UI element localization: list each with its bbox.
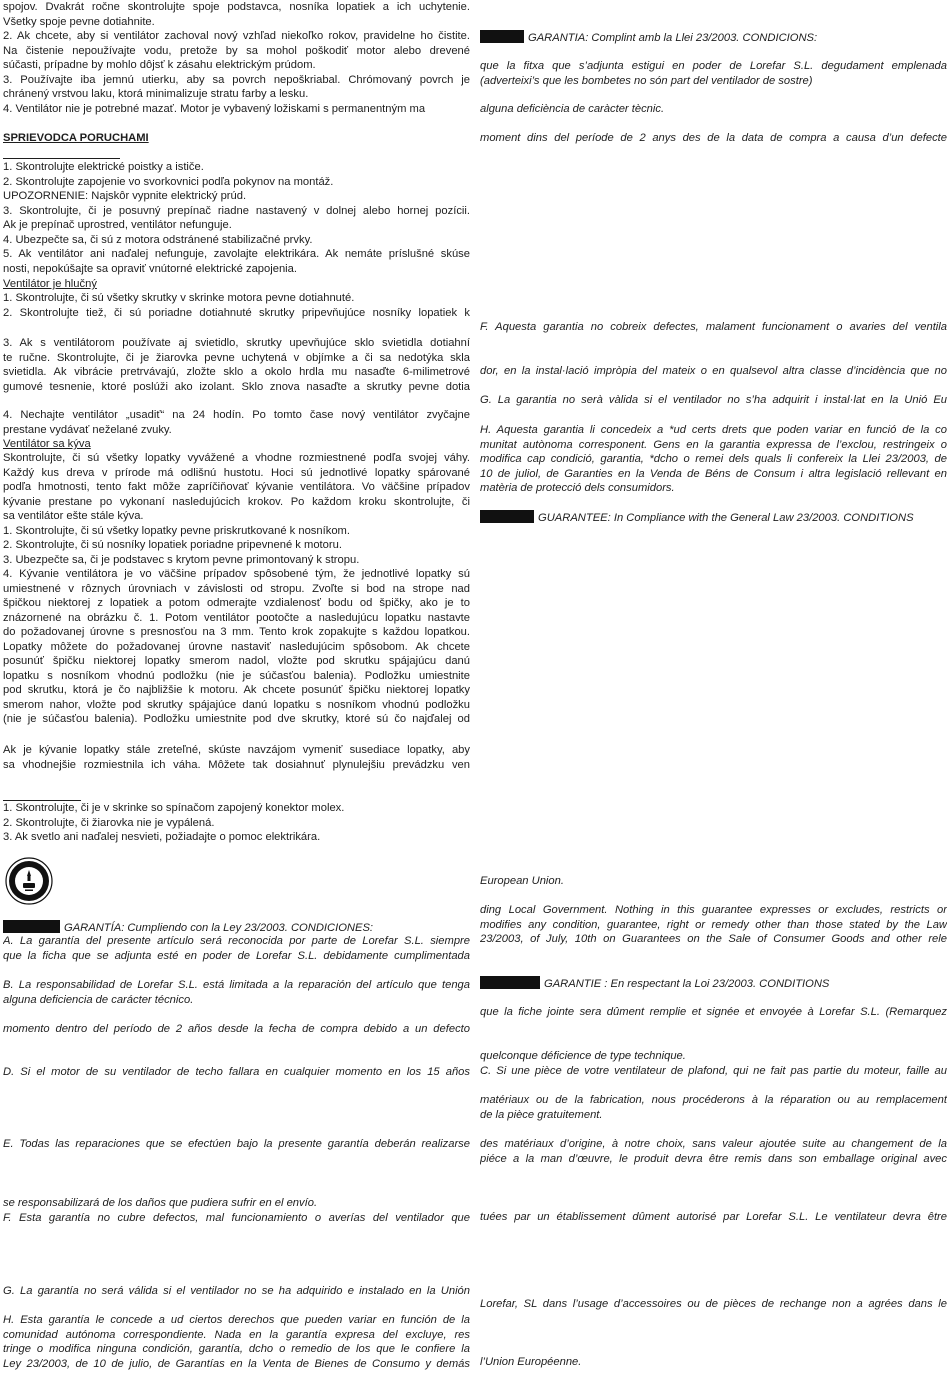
- text-line: D. Si el motor de su ventilador de techo fallara en cualquier momento en los 15 años: [3, 1066, 470, 1078]
- text-line: tuées par un établissement dûment autorisé par Lorefar S.L. Le ventilateur devra être: [480, 1211, 947, 1223]
- text-line: (nie je súčasťou balenia). Podložku umiestnite pod dve skrutky, ktoré sú čo najďalej od: [3, 713, 470, 725]
- text-line: que la fiche jointe sera dûment remplie et signée et envoyée à Lorefar S.L. (Remarquez: [480, 1006, 947, 1018]
- text-line: A. La garantía del presente artículo será reconocida por parte de Lorefar S.L. siempre: [3, 935, 470, 947]
- text-line: European Union.: [480, 875, 564, 887]
- redacted-block: [480, 510, 534, 523]
- text-line: G. La garantia no serà vàlida si el ventilador no s’ha adquirit i instal·lat en la Unió Eu: [480, 394, 947, 406]
- text-line: modifica cap condició, garantia, *dcho o remei dels quals li confereix la Llei 23/2003, de: [480, 453, 947, 465]
- text-line: 2. Skontrolujte, či sú nosníky lopatiek poriadne pripevnené k motoru.: [3, 539, 342, 551]
- wobble-heading: Ventilátor sa kýva: [3, 438, 91, 450]
- text-line: 1. Skontrolujte, či sú všetky skrutky v skrinke motora pevne dotiahnuté.: [3, 292, 355, 304]
- text-line: alguna deficiencia de carácter técnico.: [3, 993, 194, 1006]
- text-line: špičkou niektorej z lopatiek a potom odmerajte vzdialenosť bodu od špičky, ako je to: [3, 597, 470, 609]
- text-line: 3. Ak s ventilátorom používate aj svietidlo, skrutky upevňujúce sklo svietidla dotiahní: [3, 337, 470, 349]
- text-line: 3. Ubezpečte sa, či je podstavec s krytom pevne primontovaný k stropu.: [3, 553, 360, 566]
- es-guarantee-title: GARANTÍA: Cumpliendo con la Ley 23/2003. CONDICIONES:: [64, 922, 374, 934]
- certification-seal-icon: [5, 857, 53, 905]
- text-line: l’Union Européenne.: [480, 1356, 582, 1368]
- text-line: de la pièce gratuitement.: [480, 1108, 603, 1121]
- text-line: C. Si une pièce de votre ventilateur de plafond, qui ne fait pas partie du moteur, faille au: [480, 1064, 947, 1077]
- text-line: 23/2003, of July, 10th on Guarantees on the Sale of Consumer Goods and other rele: [480, 933, 947, 945]
- ca-guarantee-title: GARANTIA: Complint amb la Llei 23/2003. CONDICIONS:: [528, 32, 818, 44]
- text-line: 10 de juliol, de Garanties en la Venda de Béns de Consum i altra legislació rellevant en: [480, 467, 947, 480]
- text-line: UPOZORNENIE: Najskôr vypnite elektrický prúd.: [3, 190, 247, 202]
- fr-g-block: [480, 1355, 947, 1370]
- text-line: do požadovanej úrovne s presnosťou na 3 mm. Tento krok zopakujte s každou lopatkou.: [3, 626, 470, 638]
- text-line: 4. Nechajte ventilátor „usadiť“ na 24 hodín. Po tomto čase nový ventilátor zvyčajne: [3, 409, 470, 421]
- text-line: nosti, nepokúšajte sa opraviť vnútorné elektrické zapojenia.: [3, 262, 297, 275]
- text-line: momento dentro del período de 2 años desde la fecha de compra debido a un defecto: [3, 1023, 470, 1035]
- text-line: Lorefar, SL dans l’usage d’accessoires ou de pièces de rechange non a agrées dans le: [480, 1298, 947, 1310]
- text-line: munitat autònoma corresponent. Gens en la garantia expressa de l’exclou, restringeix o: [480, 438, 947, 451]
- ca-b-block: [480, 102, 947, 117]
- es-d-block: [3, 1065, 470, 1080]
- ca-guarantee-title-row: [480, 30, 947, 46]
- text-line: 1. Skontrolujte elektrické poistky a ističe.: [3, 161, 204, 173]
- text-line: matériaux ou de la fabrication, nous procéderons à la réparation ou au remplacement: [480, 1094, 947, 1106]
- ca-g-block: [480, 393, 947, 408]
- redacted-block: [480, 976, 540, 989]
- text-line: F. Esta garantía no cubre defectos, mal funcionamiento o averías del ventilador que: [3, 1211, 470, 1224]
- text-line: 2. Skontrolujte zapojenie vo svorkovnici podľa pokynov na montáž.: [3, 175, 334, 188]
- sk-swap-block: [3, 743, 470, 772]
- es-f-block: [3, 1196, 470, 1225]
- fr-c-block: [480, 1093, 947, 1122]
- sk-wobble-block: [3, 451, 470, 727]
- left-column: [3, 0, 470, 1379]
- text-line: 5. Ak ventilátor ani naďalej nefunguje, zavolajte elektrikára. Ak nemáte príslušné skúse: [3, 248, 470, 260]
- text-line: kývanie prestane po vykonaní nasledujúcich krokov. Po každom kroku skontrolujte, či: [3, 495, 470, 508]
- ca-f-block: [480, 320, 947, 335]
- sk-not-working-block: [3, 160, 470, 276]
- text-line: F. Aquesta garantia no cobreix defectes, malament funcionament o avaries del ventila: [480, 321, 947, 333]
- text-line: 1. Skontrolujte, či je v skrinke so spínačom zapojený konektor molex.: [3, 802, 345, 814]
- es-a-block: [3, 934, 470, 963]
- text-line: H. Aquesta garantia li concedeix a *ud certs drets que poden variar en funció de la co: [480, 424, 947, 436]
- text-line: 2. Ak chcete, aby si ventilátor zachoval nový vzhľad niekoľko rokov, pravidelne ho čistite.: [3, 30, 470, 42]
- text-line: des matériaux d’origine, à notre choix, sans valeur ajoutée suite au changement de la: [480, 1138, 947, 1150]
- fr-f-block: [480, 1297, 947, 1312]
- text-line: Na čistenie nepoužívajte vodu, pretože by sa mohol poškodiť motor alebo drevené: [3, 44, 470, 57]
- sk-light-block: [3, 336, 470, 394]
- text-line: 3. Používajte iba jemnú utierku, aby sa povrch nepoškriabal. Chrómovaný povrch je: [3, 73, 470, 86]
- text-line: se responsabilizará de los daños que pudiera sufrir en el envío.: [3, 1197, 318, 1209]
- en-g-block: [480, 874, 947, 889]
- text-line: quelconque déficience de type technique.: [480, 1050, 686, 1062]
- en-guarantee-title: GUARANTEE: In Compliance with the General Law 23/2003. CONDITIONS: [538, 512, 914, 524]
- fr-d-block: [480, 1137, 947, 1166]
- text-line: Ley 23/2003, de 10 de julio, de Garantías en la Venta de Bienes de Consumo y demás: [3, 1357, 470, 1370]
- es-b-block: [3, 978, 470, 1007]
- text-line: prestane vydávať neželané zvuky.: [3, 423, 172, 436]
- text-line: G. La garantía no será válida si el ventilador no se ha adquirido e instalado en la Unión: [3, 1285, 470, 1297]
- text-line: que la ficha que se adjunta esté en poder de Lorefar S.L. debidamente cumplimentada: [3, 949, 470, 962]
- text-line: ding Local Government. Nothing in this guarantee expresses or excludes, restricts or: [480, 904, 947, 916]
- rule-1: [3, 158, 120, 159]
- ca-f2-block: [480, 364, 947, 379]
- es-e-block: [3, 1137, 470, 1152]
- text-line: piéce a la man d’œuvre, le produit devra être remis dans son emballage original avec: [480, 1152, 947, 1165]
- text-line: 2. Skontrolujte, či žiarovka nie je vypálená.: [3, 816, 215, 829]
- sk-maintenance-block: [3, 0, 470, 116]
- fr-guarantee-title: GARANTIE : En respectant la Loi 23/2003. CONDITIONS: [544, 978, 830, 990]
- text-line: te ručne. Skontrolujte, či je žiarovka pevne uchytená v objímke a či sa nedotýka skla: [3, 351, 470, 364]
- redacted-block: [480, 30, 524, 43]
- es-g-block: [3, 1284, 470, 1299]
- text-line: 3. Skontrolujte, či je posuvný prepínač riadne nastavený v dolnej alebo hornej pozícii.: [3, 204, 470, 217]
- text-line: umiestnené v rôznych úrovniach v závislosti od stropu. Zvoľte si bod na strope nad: [3, 582, 470, 595]
- ca-a-block: [480, 59, 947, 88]
- text-line: (adverteixi’s que les bombetes no són part del ventilador de sostre): [480, 74, 813, 87]
- fr-e-block: [480, 1210, 947, 1225]
- text-line: E. Todas las reparaciones que se efectúen bajo la presente garantía deberán realizarse: [3, 1138, 470, 1150]
- redacted-block: [3, 920, 60, 933]
- text-line: que la fitxa que s’adjunta estigui en poder de Lorefar S.L. degudament emplenada: [480, 60, 947, 72]
- sk-settle-block: [3, 408, 470, 437]
- text-line: súčasti, prípadne by mohlo dôjsť k zásahu elektrickým prúdom.: [3, 59, 316, 71]
- text-line: 1. Skontrolujte, či sú všetky lopatky pevne priskrutkované k nosníkom.: [3, 524, 350, 537]
- text-line: Lopatky môžete do požadovanej úrovne nastaviť nasledujúcim spôsobom. Ak chcete: [3, 640, 470, 653]
- en-guarantee-title-row: [480, 510, 947, 526]
- fr-guarantee-title-row: [480, 976, 947, 992]
- text-line: Ak je prepínač uprostred, ventilátor nefunguje.: [3, 219, 232, 231]
- sk-light-fail-block: [3, 801, 470, 845]
- text-line: Všetky spoje pevne dotiahnite.: [3, 15, 155, 28]
- text-line: lopatku s nosníkom vhodnú podložku (nie je súčasťou balenia). Podložku umiestnite: [3, 669, 470, 682]
- right-column: [480, 0, 947, 1379]
- text-line: moment dins del període de 2 anys des de la data de compra a causa d’un defecte: [480, 132, 947, 144]
- fr-a-block: [480, 1005, 947, 1020]
- noisy-heading: Ventilátor je hlučný: [3, 278, 97, 290]
- text-line: chránený vrstvou laku, ktorá minimalizuje stratu farby a lesku.: [3, 88, 309, 100]
- text-line: 3. Ak svetlo ani naďalej nesvieti, požiadajte o pomoc elektrikára.: [3, 831, 321, 843]
- es-h-block: [3, 1313, 470, 1371]
- text-line: modifies any condition, guarantee, right or remedy other than those stated by the Law: [480, 918, 947, 931]
- text-line: znázornené na obrázku č. 1. Potom ventilátor pootočte a nasledujúcu lopatku nastavte: [3, 611, 470, 624]
- text-line: 4. Kývanie ventilátora je vo väčšine prípadov spôsobené tým, že jednotlivé lopatky sú: [3, 568, 470, 580]
- es-c-block: [3, 1022, 470, 1037]
- text-line: pod skrutku, ktorá je čo najbližšie k motoru. Ak chcete posunúť špičku niektorej lopatky: [3, 684, 470, 696]
- ca-h-block: [480, 423, 947, 496]
- text-line: Každý kus dreva v prírode má odlišnú hustotu. Hoci sú jednotlivé lopatky spárované: [3, 466, 470, 479]
- text-line: sa vhodnejšie rozmiestnila ich váha. Môžete tak dosiahnuť plynulejšiu prevádzku ven: [3, 758, 470, 771]
- troubleshooting-heading: SPRIEVODCA PORUCHAMI: [3, 132, 149, 144]
- text-line: alguna deficiència de caràcter tècnic.: [480, 103, 665, 115]
- ca-c-block: [480, 131, 947, 146]
- en-h-block: [480, 903, 947, 947]
- text-line: 2. Skontrolujte tiež, či sú poriadne dotiahnuté skrutky pripevňujúce nosníky lopatiek k: [3, 306, 470, 319]
- text-line: H. Esta garantía le concede a ud ciertos derechos que pueden variar en función de la: [3, 1314, 470, 1326]
- text-line: Ak je kývanie lopatky stále zreteľné, skúste navzájom vymeniť susediace lopatky, aby: [3, 744, 470, 756]
- text-line: 4. Ventilátor nie je potrebné mazať. Motor je vybavený ložiskami s permanentným ma: [3, 102, 426, 115]
- text-line: dor, en la instal·lació impròpia del mateix o en qualsevol altra classe d’incidència que no: [480, 365, 947, 377]
- text-line: sa ventilátor ešte stále kýva.: [3, 510, 144, 522]
- text-line: smerom nahor, vložte pod skrutky spájajúce danú lopatku s nosníkom vhodnú podložku: [3, 698, 470, 711]
- text-line: posunúť špičku niektorej lopatky smerom nadol, vložte pod skrutku spájajúcu danú: [3, 655, 470, 667]
- sk-noisy-block: [3, 291, 470, 320]
- text-line: svietidla. Ak vibrácie pretrvávajú, zložte sklo a okolo hrdla mu nasaďte 6-milimetrové: [3, 366, 470, 378]
- text-line: matèria de protecció dels consumidors.: [480, 482, 675, 494]
- text-line: gumové tesnenie, ktoré poslúži ako izolant. Sklo znova nasaďte a skrutky pevne dotia: [3, 380, 470, 393]
- text-line: podľa hmotnosti, tento fakt môže zapríčiňovať kývanie ventilátora. Vo väčšine prípadov: [3, 481, 470, 493]
- fr-b-block: [480, 1049, 947, 1078]
- text-line: 4. Ubezpečte sa, či sú z motora odstránené stabilizačné prvky.: [3, 233, 313, 246]
- text-line: Skontrolujte, či sú všetky lopatky vyvážené a vhodne rozmiestnené podľa svojej váhy.: [3, 452, 470, 464]
- text-line: B. La responsabilidad de Lorefar S.L. está limitada a la reparación del artículo que tenga: [3, 979, 470, 991]
- text-line: spojov. Dvakrát ročne skontrolujte spoje podstavca, nosníka lopatiek a ich uchytenie.: [3, 1, 470, 13]
- text-line: comunidad autónoma correspondiente. Nada en la garantía expresa del excluye, res: [3, 1328, 470, 1341]
- text-line: tringe o modifica ninguna condición, garantía, dcho o remedio de los que le confiere la: [3, 1343, 470, 1355]
